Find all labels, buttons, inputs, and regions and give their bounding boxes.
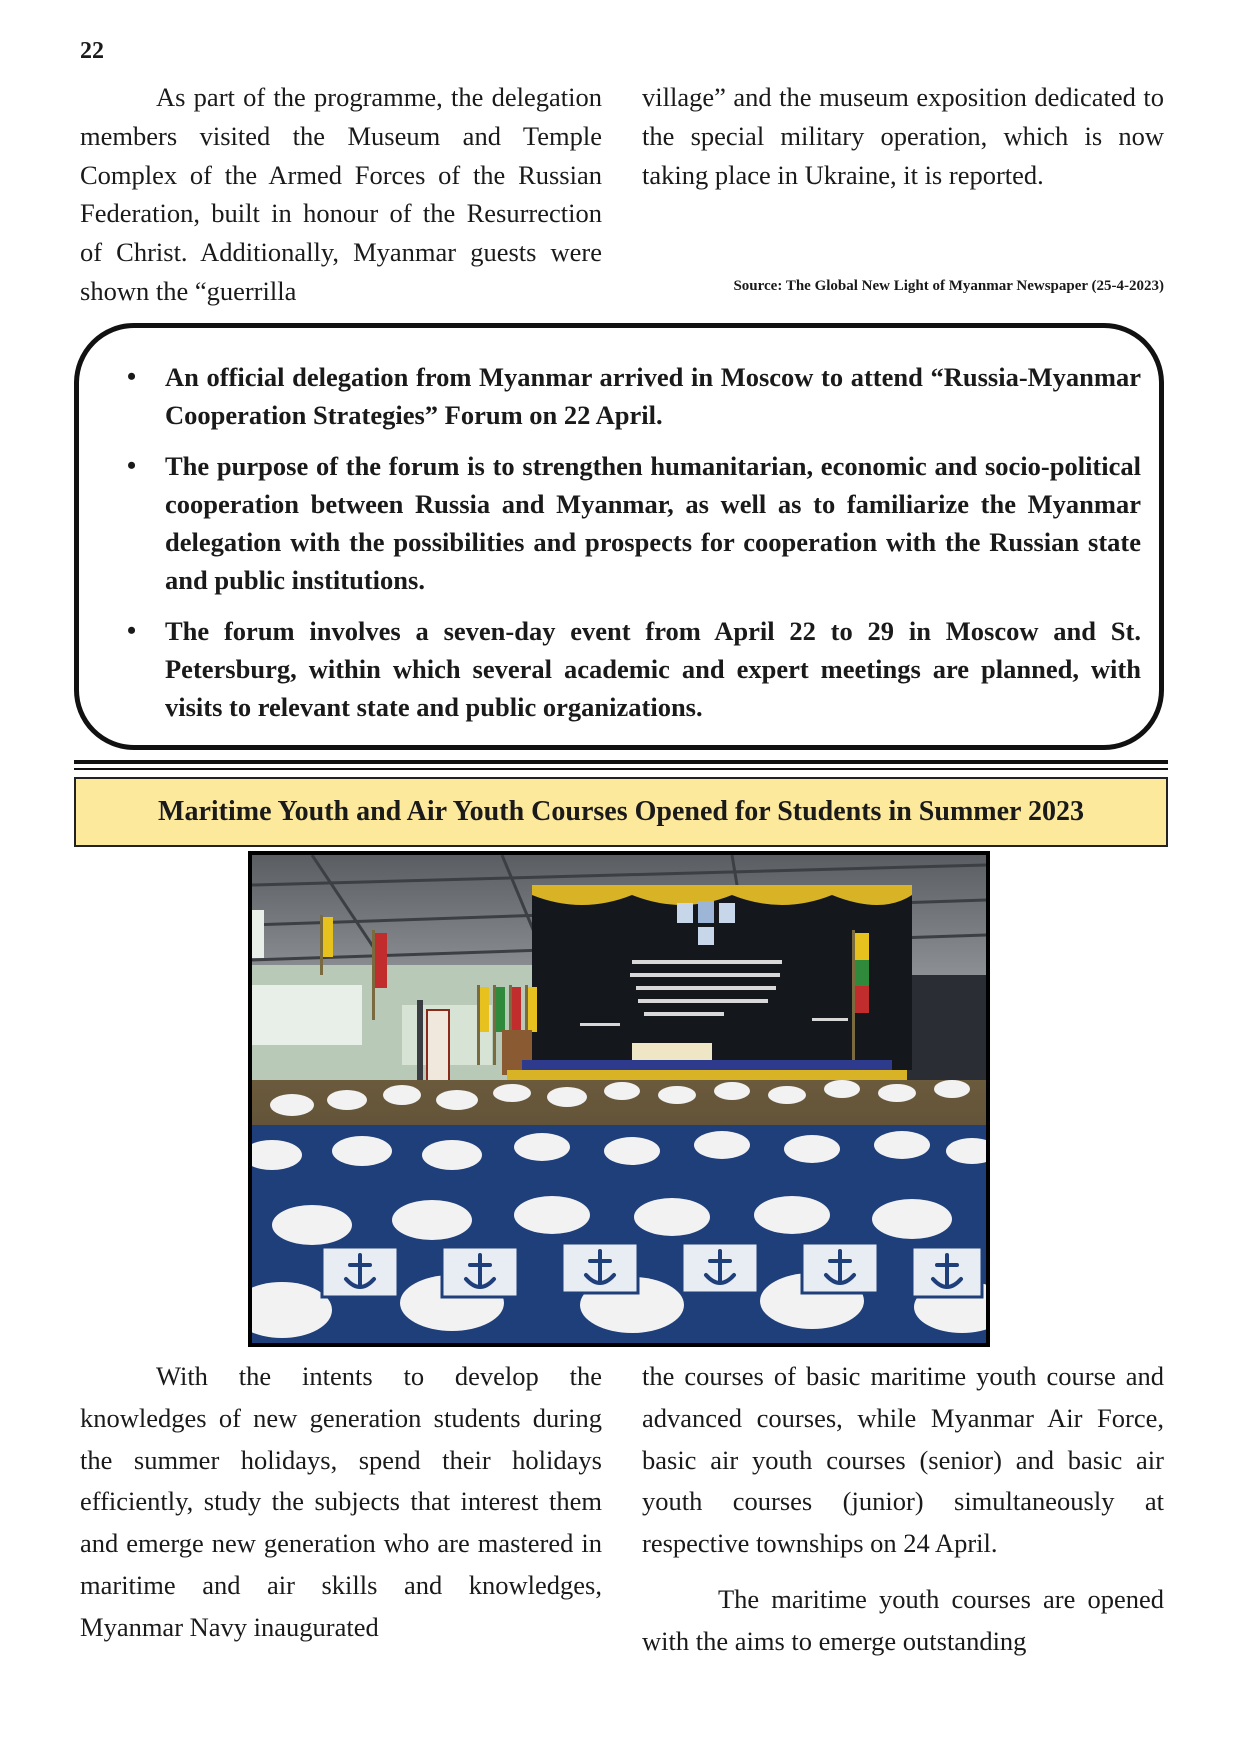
top-article-left-paragraph: As part of the programme, the delegation members visited the Museum and Temple Complex of the Armed Forces of the Russian Federation, built in honour of the Resurrection of Christ. Additionally, Myanmar guests were shown the “guerrilla — [80, 82, 602, 306]
page-number: 22 — [80, 38, 104, 64]
ceremony-photo-icon — [252, 855, 986, 1343]
top-article-right-paragraph: village” and the museum exposition dedicated to the special military operation, which is now taking place in Ukraine, it is reported. — [642, 82, 1164, 190]
summary-item — [129, 612, 1141, 726]
bottom-article-right-column — [642, 1356, 1164, 1663]
bullet-icon: • — [127, 362, 137, 391]
bottom-article-left-column — [80, 1356, 602, 1649]
summary-box — [74, 323, 1164, 750]
bullet-icon: • — [127, 451, 137, 480]
bottom-article-left-paragraph: With the intents to develop the knowledges of new generation students during the summer holidays, spend their holidays efficiently, study the subjects that interest them and emerge new generation who are mastered in maritime and air skills and knowledges, Myanmar Navy inaugurated — [80, 1361, 602, 1642]
bottom-article-right-paragraph: The maritime youth courses are opened with the aims to emerge outstanding — [642, 1583, 1164, 1656]
top-article-right-column — [642, 78, 1164, 194]
section-title — [74, 777, 1168, 847]
summary-item-text: An official delegation from Myanmar arrived in Moscow to attend “Russia-Myanmar Cooperation Strategies” Forum on 22 April. — [165, 362, 1141, 430]
top-article-left-column — [80, 78, 602, 311]
summary-item-text: The forum involves a seven-day event from April 22 to 29 in Moscow and St. Petersburg, within which several academic and expert meetings are planned, with visits to relevant state and public organizations. — [165, 616, 1141, 722]
bullet-icon: • — [127, 616, 137, 645]
section-divider-thin — [74, 768, 1168, 770]
summary-list — [129, 358, 1141, 739]
section-divider-thick — [74, 760, 1168, 764]
source-credit: Source: The Global New Light of Myanmar Newspaper (25-4-2023) — [733, 278, 1164, 294]
summary-item — [129, 358, 1141, 434]
section-title-text: Maritime Youth and Air Youth Courses Opened for Students in Summer 2023 — [158, 796, 1084, 827]
ceremony-photo — [248, 851, 990, 1347]
bottom-article-right-paragraph: the courses of basic maritime youth course and advanced courses, while Myanmar Air Force, basic air youth courses (senior) and basic air youth courses (junior) simultaneously at respective townships on 24 April. — [642, 1361, 1164, 1559]
summary-item-text: The purpose of the forum is to strengthen humanitarian, economic and socio-political cooperation between Russia and Myanmar, as well as to familiarize the Myanmar delegation with the possibilities and prospects for cooperation with the Russian state and public institutions. — [165, 451, 1141, 595]
summary-item — [129, 447, 1141, 599]
